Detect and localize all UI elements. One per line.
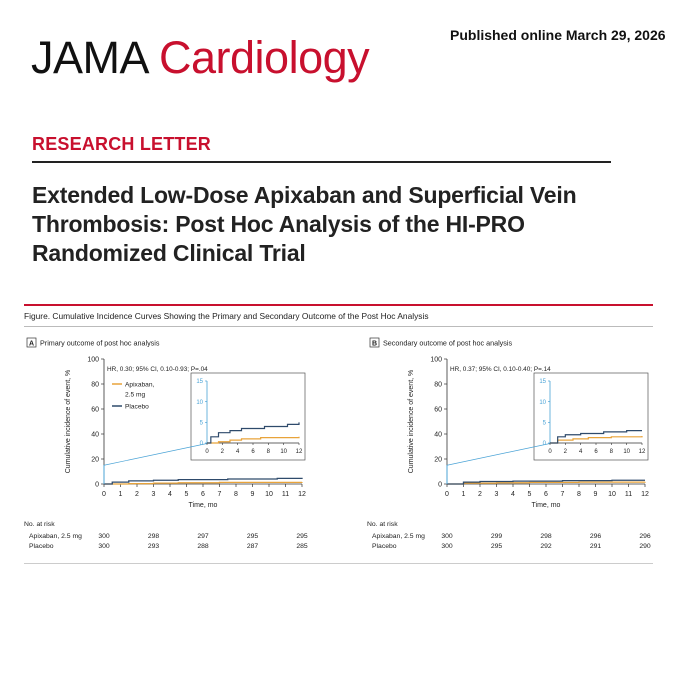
inset-y-tick-label: 15 — [539, 379, 546, 386]
at-risk-value: 300 — [441, 533, 453, 540]
published-date: Published online March 29, 2026 — [450, 27, 666, 43]
at-risk-value: 285 — [296, 543, 308, 550]
at-risk-value: 288 — [197, 543, 209, 550]
x-tick-label: 7 — [560, 491, 565, 498]
at-risk-row-name: Placebo — [372, 543, 397, 550]
inset-x-tick-label: 10 — [280, 449, 288, 455]
inset-x-tick-label: 8 — [609, 449, 614, 455]
y-tick-label: 40 — [91, 431, 99, 439]
inset-y-tick-label: 10 — [196, 399, 203, 406]
y-tick-label: 20 — [91, 456, 99, 464]
at-risk-value: 291 — [589, 543, 602, 550]
y-axis-label: Cumulative incidence of event, % — [65, 369, 72, 474]
y-tick-label: 0 — [95, 481, 99, 489]
at-risk-row-name: Apixaban, 2.5 mg — [372, 533, 425, 540]
inset-x-tick-label: 12 — [295, 449, 303, 455]
inset-frame — [191, 373, 305, 460]
x-tick-label: 11 — [281, 491, 290, 498]
x-tick-label: 3 — [494, 491, 499, 498]
x-tick-label: 10 — [265, 491, 273, 498]
x-tick-label: 5 — [184, 491, 189, 498]
at-risk-label: No. at risk — [24, 521, 55, 528]
x-axis-label: Time, mo — [188, 502, 218, 509]
x-axis-label: Time, mo — [531, 502, 561, 509]
x-tick-label: 6 — [201, 491, 205, 498]
inset-frame — [534, 373, 648, 460]
x-tick-label: 0 — [445, 491, 449, 498]
at-risk-label: No. at risk — [367, 521, 398, 528]
y-tick-label: 60 — [91, 406, 99, 414]
y-tick-label: 80 — [434, 381, 442, 389]
inset-x-tick-label: 10 — [623, 449, 631, 455]
inset-x-tick-label: 4 — [235, 449, 240, 455]
at-risk-row-name: Placebo — [29, 543, 54, 550]
panel-letter: B — [371, 340, 378, 348]
x-tick-label: 12 — [641, 491, 649, 498]
legend-label-apixaban-line2: 2.5 mg — [125, 391, 146, 399]
inset-y-tick-label: 5 — [542, 420, 546, 427]
x-tick-label: 8 — [234, 491, 238, 498]
at-risk-value: 300 — [98, 543, 110, 550]
y-tick-label: 100 — [87, 356, 99, 364]
inset-x-tick-label: 2 — [563, 449, 568, 455]
hazard-ratio-text: HR, 0.30; 95% CI, 0.10-0.93; P=.04 — [107, 366, 208, 373]
inset-x-tick-label: 12 — [638, 449, 646, 455]
at-risk-value: 298 — [540, 533, 552, 540]
inset-x-tick-label: 0 — [205, 449, 209, 455]
y-tick-label: 20 — [434, 456, 442, 464]
x-tick-label: 1 — [118, 491, 123, 498]
x-tick-label: 2 — [478, 491, 482, 498]
x-tick-label: 10 — [608, 491, 616, 498]
journal-name-cardiology: Cardiology — [159, 32, 370, 83]
article-title: Extended Low-Dose Apixaban and Superficial Vein Thrombosis: Post Hoc Analysis of the HI-PRO Randomized Clinical Trial — [32, 182, 577, 266]
x-tick-label: 7 — [217, 491, 222, 498]
y-tick-label: 0 — [438, 481, 442, 489]
panel-title: Primary outcome of post hoc analysis — [40, 338, 160, 348]
x-tick-label: 5 — [527, 491, 532, 498]
x-tick-label: 3 — [151, 491, 156, 498]
x-tick-label: 2 — [135, 491, 139, 498]
hazard-ratio-text: HR, 0.37; 95% CI, 0.10-0.40; P=.14 — [450, 366, 551, 373]
at-risk-value: 296 — [639, 533, 651, 540]
x-tick-label: 11 — [624, 491, 633, 498]
x-tick-label: 1 — [461, 491, 466, 498]
x-tick-label: 12 — [298, 491, 306, 498]
x-tick-label: 6 — [544, 491, 548, 498]
inset-x-tick-label: 6 — [594, 449, 598, 455]
y-tick-label: 40 — [434, 431, 442, 439]
x-tick-label: 4 — [168, 491, 172, 498]
y-tick-label: 80 — [91, 381, 99, 389]
y-tick-label: 100 — [430, 356, 442, 364]
at-risk-value: 292 — [540, 543, 552, 550]
panel-letter: A — [28, 340, 35, 348]
inset-x-tick-label: 8 — [266, 449, 271, 455]
x-tick-label: 0 — [102, 491, 106, 498]
inset-y-tick-label: 5 — [199, 420, 203, 427]
figure-caption: Figure. Cumulative Incidence Curves Showing the Primary and Secondary Outcome of the Post Hoc Analysis — [24, 311, 429, 321]
x-tick-label: 9 — [250, 491, 255, 498]
x-tick-label: 4 — [511, 491, 515, 498]
at-risk-value: 293 — [147, 543, 160, 550]
legend-label-placebo: Placebo — [125, 403, 149, 411]
at-risk-value: 295 — [296, 533, 308, 540]
journal-name-jama: JAMA — [31, 32, 150, 83]
inset-x-tick-label: 2 — [220, 449, 225, 455]
at-risk-value: 298 — [147, 533, 160, 540]
at-risk-value: 300 — [98, 533, 110, 540]
at-risk-value: 299 — [490, 533, 503, 540]
at-risk-value: 296 — [589, 533, 602, 540]
at-risk-row-name: Apixaban, 2.5 mg — [29, 533, 82, 540]
at-risk-value: 297 — [197, 533, 209, 540]
inset-x-tick-label: 0 — [548, 449, 552, 455]
at-risk-value: 295 — [246, 533, 259, 540]
x-tick-label: 8 — [577, 491, 581, 498]
inset-x-tick-label: 4 — [578, 449, 583, 455]
at-risk-value: 295 — [490, 543, 503, 550]
inset-y-tick-label: 0 — [542, 441, 546, 448]
section-label: RESEARCH LETTER — [32, 134, 212, 154]
y-axis-label: Cumulative incidence of event, % — [408, 369, 415, 474]
inset-x-tick-label: 6 — [251, 449, 255, 455]
at-risk-value: 287 — [246, 543, 259, 550]
panel-title: Secondary outcome of post hoc analysis — [383, 338, 513, 348]
legend-label-apixaban-line1: Apixaban, — [125, 381, 155, 389]
at-risk-value: 300 — [441, 543, 453, 550]
inset-y-tick-label: 15 — [196, 379, 203, 386]
at-risk-value: 290 — [639, 543, 651, 550]
inset-y-tick-label: 0 — [199, 441, 203, 448]
inset-y-tick-label: 10 — [539, 399, 546, 406]
x-tick-label: 9 — [593, 491, 598, 498]
y-tick-label: 60 — [434, 406, 442, 414]
